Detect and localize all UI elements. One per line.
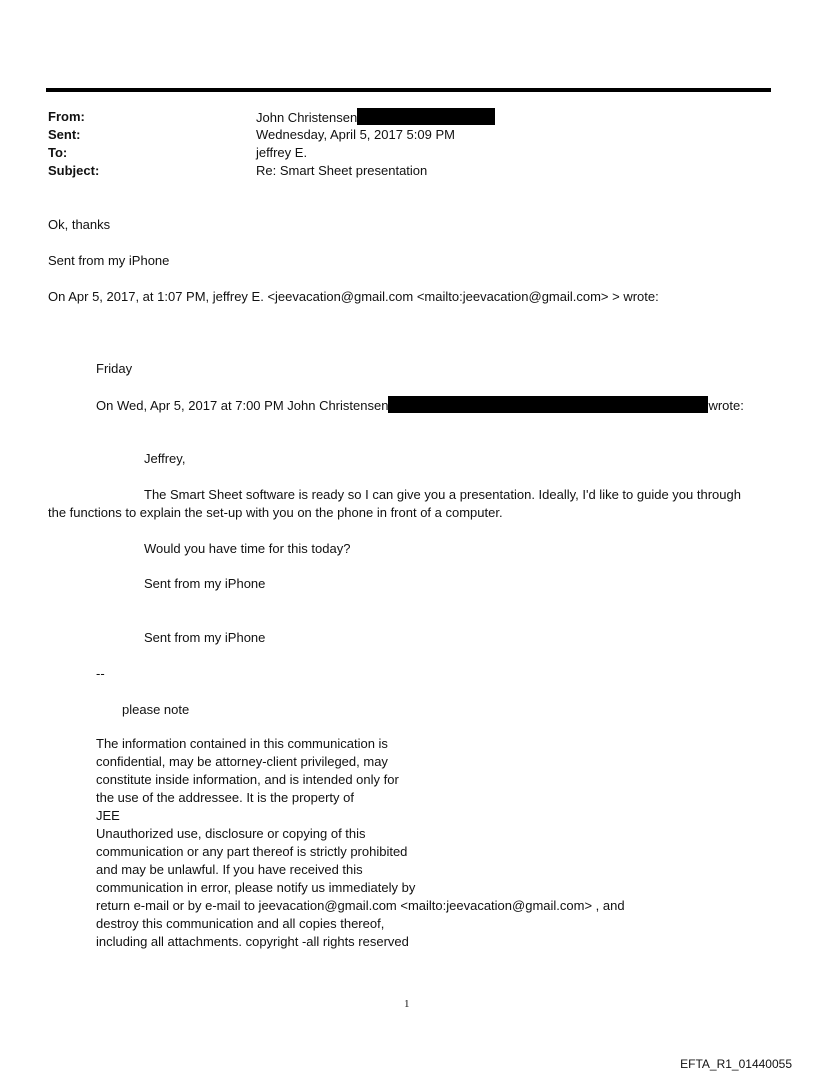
disclaimer-line: including all attachments. copyright -all rights reserved [96, 934, 409, 949]
disclaimer-line: confidential, may be attorney-client privileged, may [96, 754, 388, 769]
disclaimer-line: constitute inside information, and is intended only for [96, 772, 399, 787]
page-number: 1 [404, 998, 410, 1010]
subject-value: Re: Smart Sheet presentation [256, 163, 428, 178]
disclaimer-line: return e-mail or by e-mail to jeevacation@gmail.com <mailto:jeevacation@gmail.com> , and [96, 898, 625, 913]
disclaimer-line: Unauthorized use, disclosure or copying of this [96, 826, 366, 841]
signature-3: Sent from my iPhone [144, 630, 266, 645]
quote-intro-1: On Apr 5, 2017, at 1:07 PM, jeffrey E. <jeevacation@gmail.com <mailto:jeevacation@gmail.com> > wrote: [48, 289, 659, 304]
redaction-box [357, 108, 495, 125]
from-label: From: [48, 109, 85, 124]
quote-intro-2-text: On Wed, Apr 5, 2017 at 7:00 PM John Christensen [96, 398, 389, 413]
quoted-reply-text: Friday [96, 361, 133, 376]
paragraph-line-2: the functions to explain the set-up with you on the phone in front of a computer. [48, 505, 503, 520]
disclaimer-line: JEE [96, 808, 120, 823]
redaction-box [388, 396, 708, 413]
disclaimer-line: communication in error, please notify us immediately by [96, 880, 416, 895]
reply-text: Ok, thanks [48, 217, 111, 232]
please-note: please note [122, 702, 190, 717]
disclaimer-line: the use of the addressee. It is the property of [96, 790, 354, 805]
header-rule [46, 88, 771, 92]
document-id: EFTA_R1_01440055 [680, 1057, 792, 1071]
disclaimer-line: The information contained in this communication is [96, 736, 388, 751]
to-value: jeffrey E. [256, 145, 308, 160]
disclaimer [96, 735, 696, 951]
sent-label: Sent: [48, 127, 81, 142]
subject-label: Subject: [48, 163, 100, 178]
signature-separator: -- [96, 666, 105, 681]
signature-2: Sent from my iPhone [144, 576, 266, 591]
sent-value: Wednesday, April 5, 2017 5:09 PM [256, 127, 455, 142]
paragraph-line-1: The Smart Sheet software is ready so I can give you a presentation. Ideally, I'd like to guide you through [144, 487, 741, 502]
from-value [256, 108, 495, 127]
disclaimer-line: destroy this communication and all copies thereof, [96, 916, 385, 931]
greeting: Jeffrey, [144, 451, 186, 466]
quote-intro-2 [96, 396, 744, 415]
signature-1: Sent from my iPhone [48, 253, 170, 268]
question-text: Would you have time for this today? [144, 541, 351, 556]
disclaimer-line: and may be unlawful. If you have received this [96, 862, 363, 877]
to-label: To: [48, 145, 68, 160]
from-name: John Christensen [256, 110, 358, 125]
disclaimer-line: communication or any part thereof is strictly prohibited [96, 844, 408, 859]
quote-intro-2-wrote: wrote: [708, 398, 744, 413]
